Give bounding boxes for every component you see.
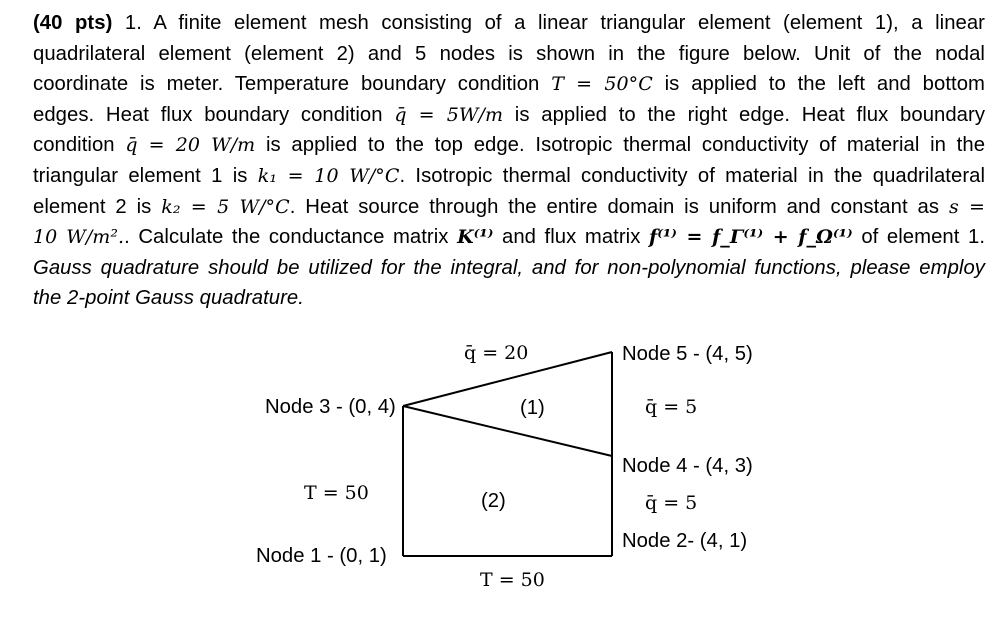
edge-diagonal-3-4: [403, 406, 612, 456]
problem-line-5: condition q̄ = 20 W/m is applied to the top edge. Isotropic thermal conductivity of material in the: [33, 134, 986, 157]
conductance-matrix-math: K⁽¹⁾: [457, 226, 494, 249]
problem-line-3: coordinate is meter. Temperature boundary condition T = 50°C is applied to the left and bottom: [33, 73, 985, 96]
gauss-note-2: the 2-point Gauss quadrature.: [33, 287, 304, 310]
problem-statement: [33, 8, 985, 314]
element2-label: (2): [481, 490, 506, 512]
k1-math: k₁ = 10 W/°C: [257, 164, 400, 187]
bottom-temp-label: T = 50: [480, 569, 545, 591]
left-temp-label: T = 50: [304, 482, 369, 504]
right-flux-lower-label: q̄ = 5: [645, 492, 698, 514]
problem-line-2: quadrilateral element (element 2) and 5 nodes is shown in the figure below. Unit of the nodal: [33, 42, 985, 65]
top-flux-label: q̄ = 20: [464, 342, 529, 364]
problem-line-1: (40 pts) 1. A finite element mesh consisting of a linear triangular element (element 1), a linear: [33, 12, 985, 34]
top-flux-math: q̄ = 20 W/m: [125, 134, 256, 157]
element1-label: (1): [520, 397, 545, 419]
node1-label: Node 1 - (0, 1): [256, 545, 387, 567]
right-flux-math: q̄ = 5W/m: [394, 103, 504, 126]
k2-math: k₂ = 5 W/°C: [161, 195, 290, 218]
source-eq-math: s =: [948, 195, 986, 218]
temperature-bc-math: T = 50°C: [551, 73, 653, 96]
problem-line-8: 10 W/m².. Calculate the conductance matrix K⁽¹⁾ and flux matrix f⁽¹⁾ = f_Γ⁽¹⁾ + f_Ω⁽¹⁾ of element 1.: [33, 226, 986, 249]
node4-label: Node 4 - (4, 3): [622, 455, 753, 477]
problem-line-6: triangular element 1 is k₁ = 10 W/°C. Isotropic thermal conductivity of material in the quadrilateral: [33, 164, 986, 187]
source-value-math: 10 W/m².: [33, 226, 125, 249]
flux-matrix-math: f⁽¹⁾ = f_Γ⁽¹⁾ + f_Ω⁽¹⁾: [648, 226, 853, 249]
node2-label: Node 2- (4, 1): [622, 530, 748, 552]
node5-label: Node 5 - (4, 5): [622, 343, 753, 365]
problem-points: (40 pts): [33, 12, 113, 34]
problem-line-7: element 2 is k₂ = 5 W/°C. Heat source through the entire domain is uniform and constant as s =: [33, 195, 986, 218]
problem-line-10: [33, 283, 985, 314]
problem-line-4: edges. Heat flux boundary condition q̄ = 5W/m is applied to the right edge. Heat flux boundary: [33, 103, 986, 126]
node3-label: Node 3 - (0, 4): [265, 396, 396, 418]
problem-line-9: [33, 253, 985, 284]
right-flux-upper-label: q̄ = 5: [645, 396, 698, 418]
gauss-note-1: Gauss quadrature should be utilized for the integral, and for non-polynomial functions, please employ: [33, 256, 985, 279]
